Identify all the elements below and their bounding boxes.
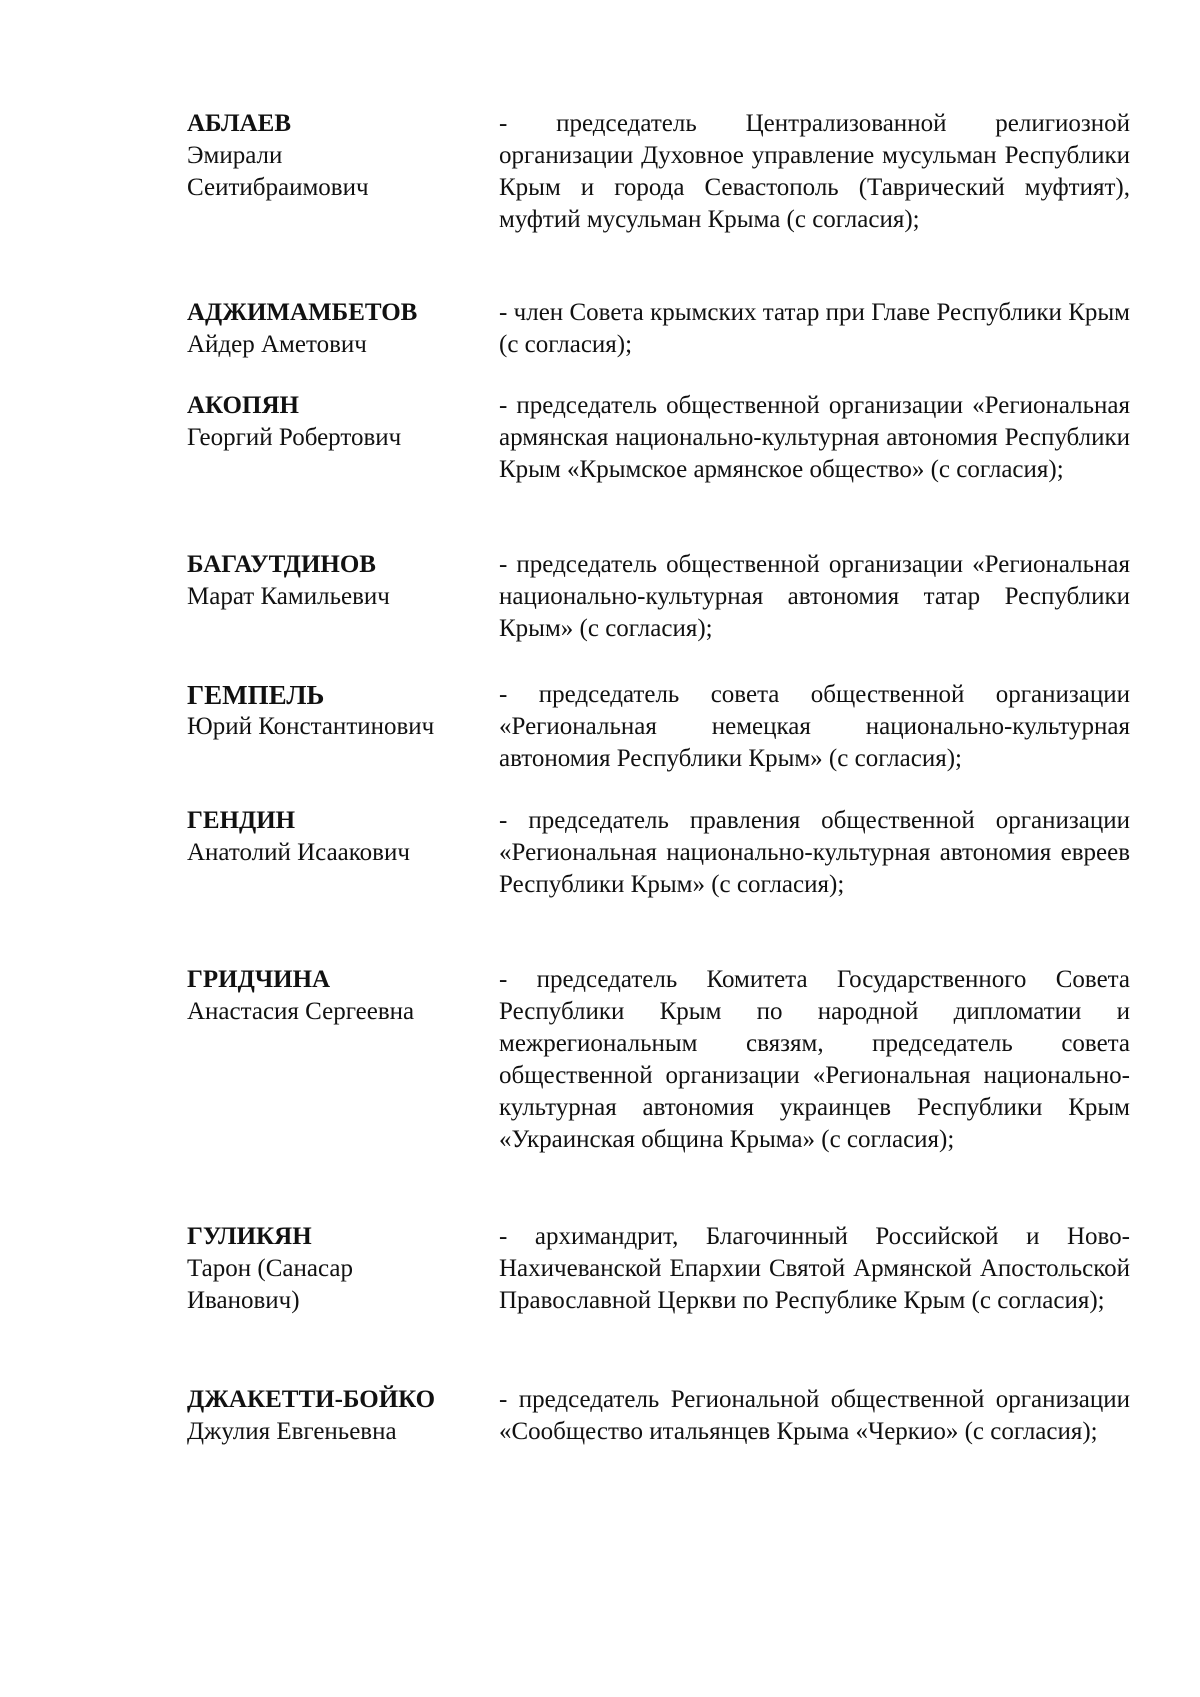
member-surname: ДЖАКЕТТИ-БОЙКО [187,1386,436,1413]
member-name [187,679,499,743]
member-name [187,1221,499,1317]
member-given-names: Эмирали Сеитибраимович [187,142,369,201]
member-given-names: Юрий Константинович [187,713,435,740]
member-name [187,1384,499,1448]
member-role: - председатель правления общественной организации «Региональная национально-культурная автономия евреев Республики Крым» (с согласия); [499,807,1130,898]
member-role: - председатель общественной организации «Региональная армянская национально-культурная автономия Республики Крым «Крымское армянское общество» (с согласия); [499,392,1130,483]
member-given-names: Марат Камильевич [187,583,390,610]
member-surname: ГЕМПЕЛЬ [187,680,325,710]
member-given-names: Георгий Робертович [187,424,402,451]
member-entry-akopyan [187,390,1130,549]
member-surname: АДЖИМАМБЕТОВ [187,299,418,326]
member-given-names: Джулия Евгеньевна [187,1418,397,1445]
member-surname: ГЕНДИН [187,807,296,834]
member-given-names: Анастасия Сергеевна [187,998,415,1025]
member-name [187,390,499,454]
member-given-names: Анатолий Исаакович [187,839,410,866]
member-entry-bagautdinov [187,549,1130,679]
member-role: - архимандрит, Благочинный Российской и Ново-Нахичеванской Епархии Святой Армянской Апостольской Православной Церкви по Республике Крым (с согласия); [499,1223,1130,1314]
member-list [187,108,1130,1504]
member-role: - председатель Региональной общественной организации «Сообщество итальянцев Крыма «Черкио» (с согласия); [499,1386,1130,1445]
member-role: - председатель общественной организации «Региональная национально-культурная автономия татар Республики Крым» (с согласия); [499,551,1130,642]
member-name [187,805,499,869]
member-surname: АБЛАЕВ [187,110,291,137]
member-surname: АКОПЯН [187,392,299,419]
member-entry-adzhimambetov [187,297,1130,390]
member-name [187,964,499,1028]
member-entry-gendin [187,805,1130,964]
member-surname: ГРИДЧИНА [187,966,331,993]
member-entry-ablaev [187,108,1130,297]
member-entry-gempel [187,679,1130,805]
member-role: - член Совета крымских татар при Главе Республики Крым (с согласия); [499,299,1130,358]
member-entry-gridchina [187,964,1130,1221]
member-name [187,297,499,361]
member-given-names: Тарон (Санасар Иванович) [187,1255,353,1314]
member-role: - председатель Централизованной религиозной организации Духовное управление мусульман Республики Крым и города Севастополь (Таврический муфтият), муфтий мусульман Крыма (с согласия); [499,110,1130,233]
member-role: - председатель Комитета Государственного Совета Республики Крым по народной дипломатии и межрегиональным связям, председатель совета общественной организации «Региональная национально-культурная автономия украинцев Республики Крым «Украинская община Крыма» (с согласия); [499,966,1130,1153]
member-role: - председатель совета общественной организации «Региональная немецкая национально-культурная автономия Республики Крым» (с согласия); [499,681,1130,772]
member-surname: ГУЛИКЯН [187,1223,312,1250]
member-name [187,549,499,613]
member-surname: БАГАУТДИНОВ [187,551,376,578]
member-given-names: Айдер Аметович [187,331,367,358]
member-entry-gulikyan [187,1221,1130,1384]
member-name [187,108,499,204]
member-entry-dzhaketti-boyko [187,1384,1130,1504]
